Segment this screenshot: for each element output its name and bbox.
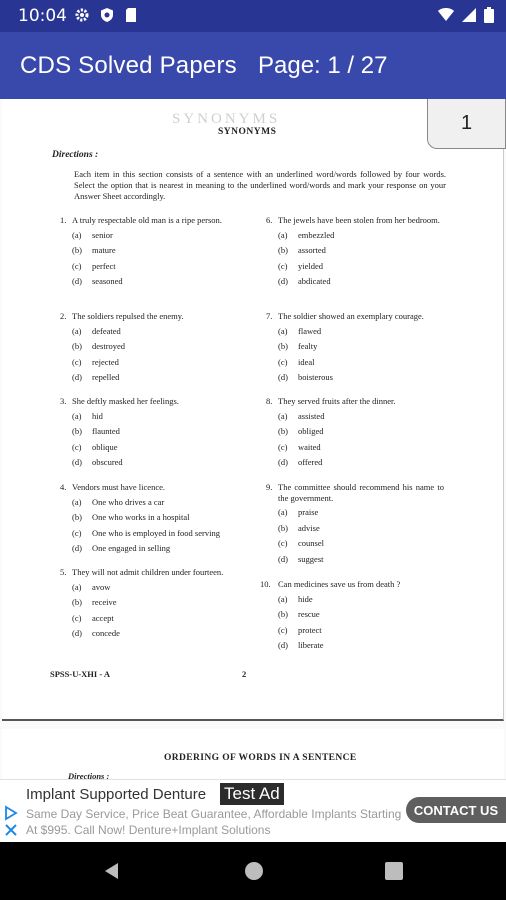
option <box>278 594 444 610</box>
close-icon[interactable] <box>4 823 18 842</box>
option-label: (d) <box>278 553 288 564</box>
option-text: yielded <box>298 260 324 271</box>
option-text: accept <box>92 612 114 623</box>
question <box>260 579 444 656</box>
question <box>60 311 240 388</box>
option-text: One engaged in selling <box>92 543 171 553</box>
option <box>72 230 240 246</box>
option <box>72 613 240 629</box>
option-label: (a) <box>72 581 82 592</box>
option <box>278 357 444 373</box>
directions-label: Directions : <box>68 771 110 779</box>
pdf-viewer[interactable] <box>0 99 506 779</box>
page-indicator: Page: 1 / 27 <box>258 52 388 79</box>
option <box>278 457 444 473</box>
option-label: (c) <box>278 260 288 271</box>
option-text: flawed <box>298 325 322 336</box>
option <box>278 640 444 656</box>
option-label: (a) <box>278 593 288 604</box>
option-text: hid <box>92 410 103 421</box>
nav-bar <box>0 842 506 900</box>
question-number: 2. <box>60 311 67 321</box>
option <box>72 261 240 277</box>
option-text: embezzled <box>298 229 335 240</box>
option <box>72 442 240 458</box>
option-text: suggest <box>298 553 324 564</box>
option-text: mature <box>92 245 116 255</box>
question-text: She deftly masked her feelings. <box>72 396 179 406</box>
option-label: (c) <box>72 441 82 452</box>
option-label: (b) <box>278 609 288 619</box>
option-label: (d) <box>278 457 288 467</box>
ad-body: Same Day Service, Price Beat Guarantee, Affordable Implants Starting At $995. Call Now! Denture+Implant Solutions <box>26 807 402 837</box>
question-text: They will not admit children under fourteen. <box>72 567 224 577</box>
question <box>266 482 444 569</box>
option-label: (a) <box>72 496 82 507</box>
option <box>278 326 444 342</box>
faded-page-header: SYNONYMS <box>172 111 281 127</box>
question-number: 6. <box>266 215 273 225</box>
option-label: (d) <box>72 276 82 286</box>
option <box>72 497 240 513</box>
option <box>278 554 444 570</box>
option <box>278 411 444 427</box>
option <box>278 245 444 261</box>
option-label: (b) <box>72 426 82 436</box>
option <box>278 507 444 523</box>
option <box>72 245 240 261</box>
option-text: assisted <box>298 410 325 421</box>
option-label: (d) <box>72 372 82 382</box>
question-number: 3. <box>60 396 67 406</box>
option-label: (d) <box>72 628 82 638</box>
option-label: (a) <box>278 325 288 336</box>
app-bar <box>0 32 506 99</box>
option-label: (a) <box>278 410 288 421</box>
option <box>72 597 240 613</box>
option-label: (d) <box>278 372 288 382</box>
option-text: obliged <box>298 426 324 436</box>
option-text: One who drives a car <box>92 496 165 507</box>
option <box>72 411 240 427</box>
signal-icon <box>461 7 477 28</box>
option-text: One who works in a hospital <box>92 512 190 522</box>
ad-banner[interactable] <box>0 779 506 842</box>
option-label: (c) <box>72 612 82 623</box>
option-label: (b) <box>278 522 288 533</box>
option-label: (a) <box>72 325 82 336</box>
option-text: liberate <box>298 640 324 650</box>
option <box>278 276 444 292</box>
option <box>278 442 444 458</box>
option-label: (c) <box>278 538 288 548</box>
sd-card-icon <box>124 7 138 28</box>
option-text: hide <box>298 593 313 604</box>
question <box>60 567 240 644</box>
option <box>72 543 240 559</box>
option <box>278 426 444 442</box>
option-text: receive <box>92 597 117 607</box>
option <box>72 341 240 357</box>
option-text: seasoned <box>92 276 123 286</box>
question-number: 4. <box>60 482 67 492</box>
option-label: (d) <box>72 457 82 467</box>
question-number: 1. <box>60 215 67 225</box>
question <box>266 215 444 292</box>
option-text: counsel <box>298 538 324 548</box>
test-ad-badge: Test Ad <box>220 783 284 805</box>
option-label: (a) <box>278 507 288 517</box>
status-time: 10:04 <box>18 6 67 26</box>
directions-text: Each item in this section consists of a sentence with an underlined word/words followed by four words. Select the option that is nearest in meaning to the underlined word/words and mark your response on your Answer Sheet accordingly. <box>74 169 446 201</box>
option-label: (c) <box>72 260 82 271</box>
option <box>72 357 240 373</box>
option-label: (b) <box>278 245 288 255</box>
option <box>72 372 240 388</box>
question-text: The soldier showed an exemplary courage. <box>278 311 424 321</box>
gear-icon <box>74 7 90 28</box>
option-text: offered <box>298 457 323 467</box>
option-text: obscured <box>92 457 123 467</box>
option-label: (b) <box>72 597 82 607</box>
option-text: assorted <box>298 245 326 255</box>
option <box>72 512 240 528</box>
question-text: The soldiers repulsed the enemy. <box>72 311 184 321</box>
option-text: repelled <box>92 372 120 382</box>
option <box>278 625 444 641</box>
option <box>72 426 240 442</box>
option-label: (c) <box>72 356 82 367</box>
option-label: (c) <box>72 527 82 538</box>
status-bar <box>0 0 506 32</box>
option-label: (d) <box>278 276 288 286</box>
option-label: (b) <box>278 426 288 436</box>
ad-title[interactable]: Implant Supported Denture <box>26 786 207 803</box>
option <box>72 628 240 644</box>
option-text: advise <box>298 522 320 533</box>
option-label: (b) <box>72 245 82 255</box>
question <box>60 396 240 473</box>
option <box>278 523 444 539</box>
option <box>72 276 240 292</box>
recents-icon[interactable] <box>384 861 404 886</box>
option-text: senior <box>92 229 113 240</box>
shield-icon <box>99 7 115 28</box>
question <box>60 482 240 559</box>
question-text: Vendors must have licence. <box>72 482 165 492</box>
section-heading: SYNONYMS <box>218 127 277 137</box>
option-text: boisterous <box>298 372 333 382</box>
page-number-badge: 1 <box>427 99 506 149</box>
option <box>72 326 240 342</box>
option-text: destroyed <box>92 341 126 351</box>
page-footer-number: 2 <box>242 669 247 679</box>
option-text: waited <box>298 441 321 452</box>
battery-icon <box>484 7 494 28</box>
option-label: (b) <box>278 341 288 351</box>
question-number: 7. <box>266 311 273 321</box>
option-text: rescue <box>298 609 320 619</box>
option-text: avow <box>92 581 111 592</box>
option-text: praise <box>298 507 319 517</box>
back-icon[interactable] <box>102 861 122 886</box>
app-title: CDS Solved Papers <box>20 52 237 79</box>
question-number: 10. <box>260 579 271 589</box>
option-text: One who is employed in food serving <box>92 527 220 538</box>
option-label: (b) <box>72 512 82 522</box>
option-label: (d) <box>72 543 82 553</box>
option-label: (c) <box>278 624 288 635</box>
option <box>72 457 240 473</box>
option-text: perfect <box>92 260 116 271</box>
contact-us-button[interactable]: CONTACT US <box>406 797 506 823</box>
option-label: (c) <box>278 441 288 452</box>
question-text: The committee should recommend his name to the government. <box>278 482 444 503</box>
question-text: Can medicines save us from death ? <box>278 579 401 589</box>
option <box>72 528 240 544</box>
option-text: oblique <box>92 441 118 452</box>
directions-label: Directions : <box>52 150 99 160</box>
option-label: (a) <box>72 410 82 421</box>
question <box>266 311 444 388</box>
option-text: fealty <box>298 341 318 351</box>
option-text: abdicated <box>298 276 331 286</box>
home-icon[interactable] <box>244 861 264 886</box>
option-text: concede <box>92 628 120 638</box>
wifi-icon <box>438 7 454 28</box>
option-text: flaunted <box>92 426 120 436</box>
option <box>278 372 444 388</box>
question-text: A truly respectable old man is a ripe person. <box>72 215 222 225</box>
option <box>278 261 444 277</box>
option-label: (d) <box>278 640 288 650</box>
question <box>60 215 240 292</box>
question-text: They served fruits after the dinner. <box>278 396 396 406</box>
question-number: 9. <box>266 482 273 492</box>
option-label: (b) <box>72 341 82 351</box>
question-text: The jewels have been stolen from her bedroom. <box>278 215 440 225</box>
option-text: defeated <box>92 325 121 336</box>
option <box>278 538 444 554</box>
option <box>278 609 444 625</box>
option-text: rejected <box>92 356 119 367</box>
option-text: protect <box>298 624 322 635</box>
section-heading: ORDERING OF WORDS IN A SENTENCE <box>164 753 357 763</box>
option-label: (a) <box>72 229 82 240</box>
question <box>266 396 444 473</box>
page-footer-code: SPSS-U-XHI - A <box>50 669 110 679</box>
question-number: 8. <box>266 396 273 406</box>
pdf-page <box>2 99 504 721</box>
pdf-page-next <box>2 729 504 779</box>
option <box>278 230 444 246</box>
option-label: (c) <box>278 356 288 367</box>
question-number: 5. <box>60 567 67 577</box>
option <box>72 582 240 598</box>
option-text: ideal <box>298 356 315 367</box>
option <box>278 341 444 357</box>
option-label: (a) <box>278 229 288 240</box>
